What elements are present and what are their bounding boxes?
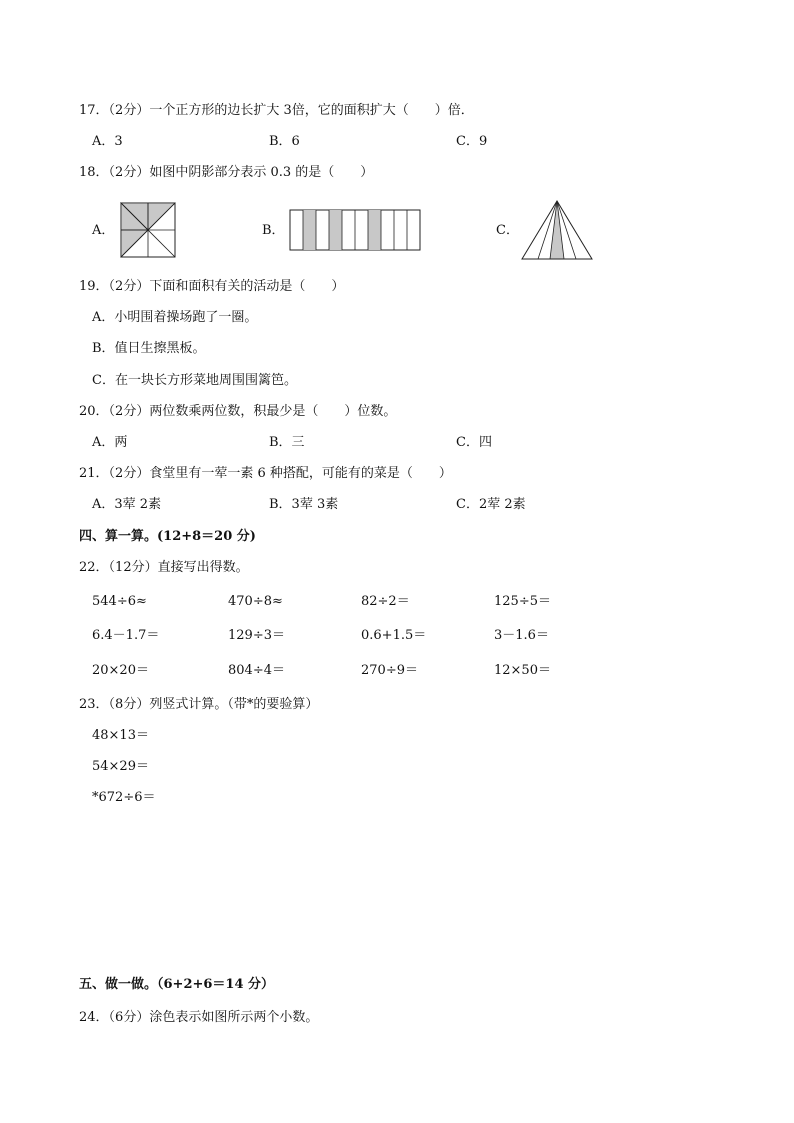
q17-stem: 17．（2分）一个正方形的边长扩大 3倍，它的面积扩大（ ）倍． <box>79 103 474 118</box>
q22-r1-c1: 544÷6≈ <box>92 594 147 609</box>
q21-stem: 21．（2分）食堂里有一荤一素 6 种搭配，可能有的菜是（ ） <box>79 466 452 481</box>
q22-r1-c2: 470÷8≈ <box>228 594 283 609</box>
q23-stem: 23．（8分）列竖式计算。（带*的要验算） <box>79 697 319 712</box>
q22-stem: 22．（12分）直接写出得数。 <box>79 560 249 575</box>
q21-option-c: C．2荤 2素 <box>456 497 526 512</box>
q22-r1-c4: 125÷5＝ <box>494 594 551 609</box>
q23-item-1: 48×13＝ <box>92 728 149 743</box>
q22-r2-c1: 6.4－1.7＝ <box>92 628 160 643</box>
q20-option-c: C．四 <box>456 435 492 450</box>
q21-option-a: A．3荤 2素 <box>92 497 162 512</box>
q22-r1-c3: 82÷2＝ <box>361 594 410 609</box>
q18-figure-c-triangle <box>521 200 593 260</box>
q19-option-c: C．在一块长方形菜地周围围篱笆。 <box>92 373 297 388</box>
q20-stem: 20．（2分）两位数乘两位数，积最少是（ ）位数。 <box>79 404 397 419</box>
q21-option-b: B．3荤 3素 <box>269 497 339 512</box>
q18-figure-a-square <box>120 202 176 258</box>
q17-option-c: C．9 <box>456 134 488 149</box>
q22-r3-c4: 12×50＝ <box>494 663 551 678</box>
q19-stem: 19．（2分）下面和面积有关的活动是（ ） <box>79 279 345 294</box>
q19-option-a: A．小明围着操场跑了一圈。 <box>92 310 258 325</box>
q18-stem: 18．（2分）如图中阴影部分表示 0.3 的是（ ） <box>79 165 374 180</box>
q19-option-b: B．值日生擦黑板。 <box>92 341 206 356</box>
q22-r2-c2: 129÷3＝ <box>228 628 285 643</box>
q23-item-3: *672÷6＝ <box>92 790 156 805</box>
q18-label-c: C． <box>496 223 519 238</box>
q23-item-2: 54×29＝ <box>92 759 149 774</box>
q18-label-a: A． <box>92 223 115 238</box>
q22-r3-c2: 804÷4＝ <box>228 663 285 678</box>
q22-r2-c3: 0.6+1.5＝ <box>361 628 427 643</box>
section-4-heading: 四、算一算。(12+8＝20 分) <box>79 529 256 544</box>
q17-option-b: B．6 <box>269 134 300 149</box>
q22-r3-c3: 270÷9＝ <box>361 663 418 678</box>
q20-option-b: B．三 <box>269 435 305 450</box>
q20-option-a: A．两 <box>92 435 128 450</box>
q18-label-b: B． <box>262 223 285 238</box>
section-5-heading: 五、做一做。（6+2+6＝14 分） <box>79 977 275 992</box>
q22-r2-c4: 3－1.6＝ <box>494 628 549 643</box>
q17-option-a: A．3 <box>92 134 123 149</box>
q22-r3-c1: 20×20＝ <box>92 663 149 678</box>
q18-figure-b-strip <box>289 209 421 251</box>
q24-stem: 24．（6分）涂色表示如图所示两个小数。 <box>79 1010 319 1025</box>
